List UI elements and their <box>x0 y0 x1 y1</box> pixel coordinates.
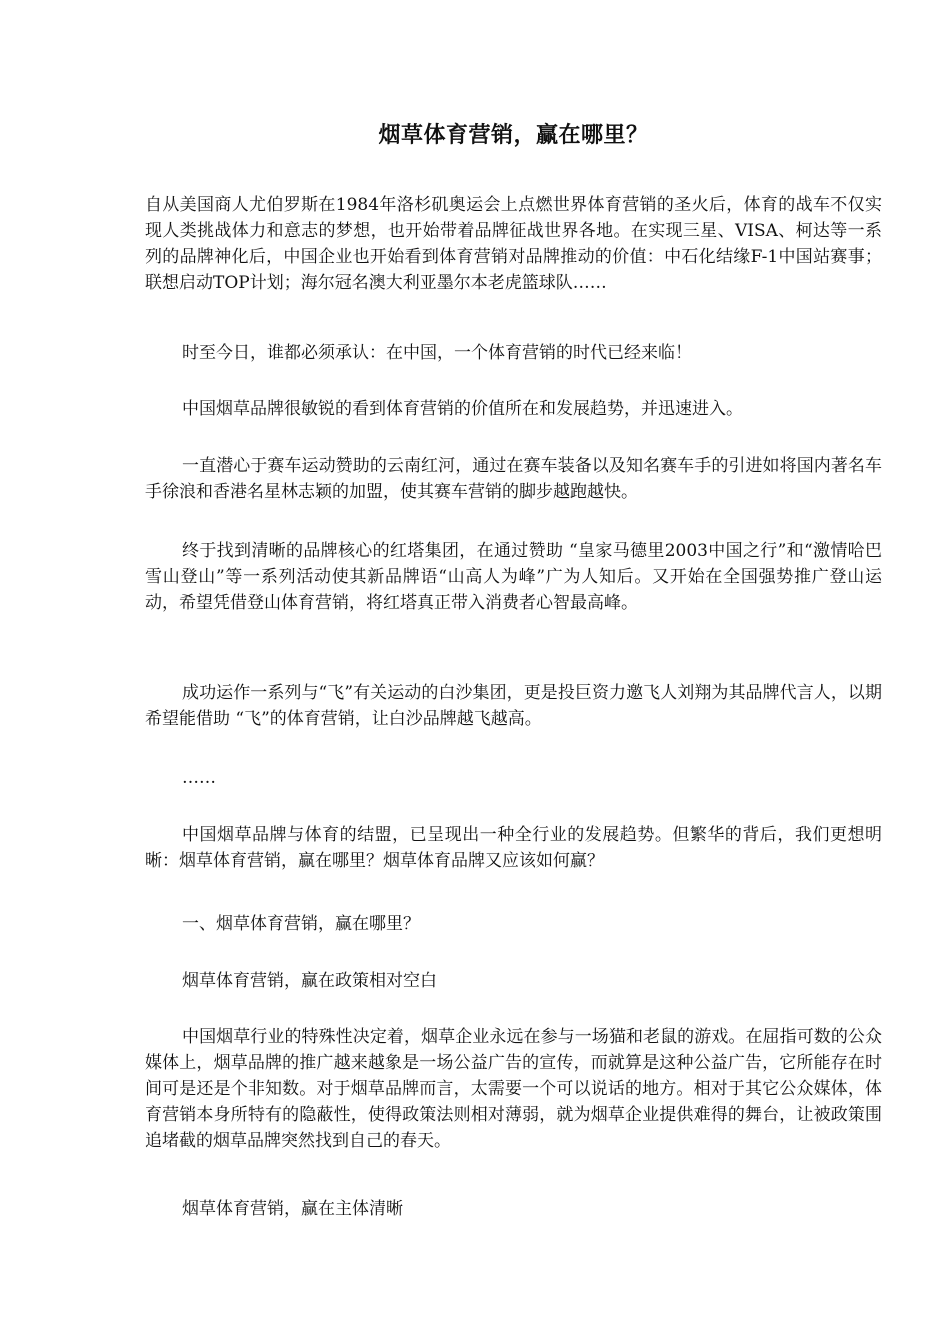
paragraph-intro: 自从美国商人尤伯罗斯在1984年洛杉矶奥运会上点燃世界体育营销的圣火后，体育的战车不仅实现人类挑战体力和意志的梦想，也开始带着品牌征战世界各地。在实现三星、VISA、柯达等一系列的品牌神化后，中国企业也开始看到体育营销对品牌推动的价值：中石化结缘F-1中国站赛事；联想启动TOP计划；海尔冠名澳大利亚墨尔本老虎篮球队…… <box>145 195 882 293</box>
paragraph-policy: 中国烟草行业的特殊性决定着，烟草企业永远在参与一场猫和老鼠的游戏。在屈指可数的公众媒体上，烟草品牌的推广越来越象是一场公益广告的宣传，而就算是这种公益广告，它所能存在时间可是还是个非知数。对于烟草品牌而言，太需要一个可以说话的地方。相对于其它公众媒体，体育营销本身所特有的隐蔽性，使得政策法则相对薄弱，就为烟草企业提供难得的舞台，让被政策围追堵截的烟草品牌突然找到自己的春天。 <box>145 1027 882 1151</box>
section-heading-1: 一、烟草体育营销，赢在哪里？ <box>182 914 420 934</box>
paragraph-trend: 中国烟草品牌与体育的结盟，已呈现出一种全行业的发展趋势。但繁华的背后，我们更想明晰：烟草体育营销，赢在哪里？烟草体育品牌又应该如何赢？ <box>145 825 882 871</box>
paragraph-baisha: 成功运作一系列与“飞”有关运动的白沙集团，更是投巨资力邀飞人刘翔为其品牌代言人，以期希望能借助 “飞”的体育营销，让白沙品牌越飞越高。 <box>145 683 882 729</box>
paragraph-era: 时至今日，谁都必须承认：在中国，一个体育营销的时代已经来临！ <box>182 343 692 363</box>
paragraph-honghe: 一直潜心于赛车运动赞助的云南红河，通过在赛车装备以及知名赛车手的引进如将国内著名车手徐浪和香港名星林志颖的加盟，使其赛车营销的脚步越跑越快。 <box>145 456 882 502</box>
paragraph-ellipsis: …… <box>182 768 216 788</box>
paragraph-hongta: 终于找到清晰的品牌核心的红塔集团，在通过赞助 “皇家马德里2003中国之行”和“激情哈巴雪山登山”等一系列活动使其新品牌语“山高人为峰”广为人知后。又开始在全国强势推广登山运动，希望凭借登山体育营销，将红塔真正带入消费者心智最高峰。 <box>145 541 882 613</box>
subheading-subject: 烟草体育营销，赢在主体清晰 <box>182 1199 403 1219</box>
paragraph-tobacco-brands: 中国烟草品牌很敏锐的看到体育营销的价值所在和发展趋势，并迅速进入。 <box>182 399 743 419</box>
document-title: 烟草体育营销，赢在哪里？ <box>378 122 649 148</box>
subheading-policy: 烟草体育营销，赢在政策相对空白 <box>182 971 437 991</box>
